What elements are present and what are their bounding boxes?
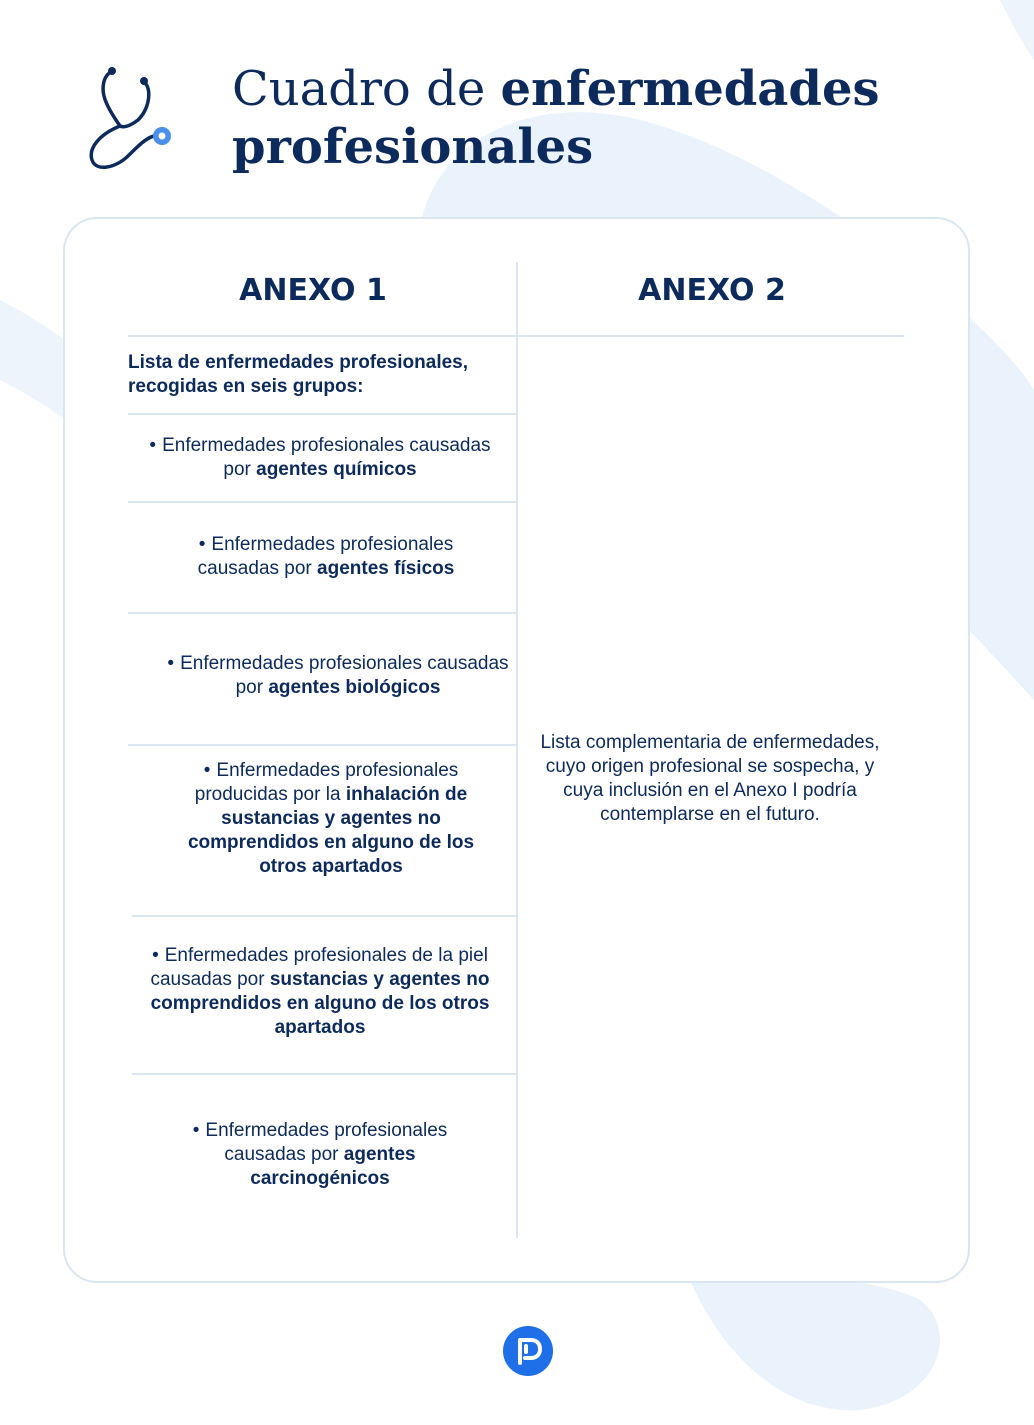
item-bold: agentes químicos (256, 459, 417, 480)
item-bold: inhalación de sustancias y agentes no comprendidos en alguno de los otros apartados (187, 784, 475, 877)
bullet-icon: • (192, 1120, 200, 1141)
row-divider (132, 1073, 516, 1075)
column-header-anexo1: ANEXO 1 (239, 273, 387, 308)
row-divider (128, 413, 516, 415)
item-text: Enfermedades profesionales causadas por (197, 534, 454, 579)
brand-logo-p (503, 1326, 553, 1376)
row-divider (132, 915, 516, 917)
page-title (232, 60, 992, 176)
item-bold: agentes biológicos (268, 677, 441, 698)
bullet-icon: • (149, 435, 157, 456)
list-item-quimicos (148, 434, 492, 482)
row-divider (128, 501, 516, 503)
list-item-carcinogenicos (170, 1119, 470, 1191)
item-bold: agentes carcinogénicos (250, 1144, 416, 1189)
item-text: Enfermedades profesionales causadas por (205, 1120, 448, 1165)
header-divider (128, 335, 904, 337)
title-regular: Cuadro de (232, 61, 486, 117)
list-item-inhalacion (172, 759, 490, 879)
item-text: Enfermedades profesionales de la piel causadas por (150, 945, 488, 990)
row-divider (128, 612, 516, 614)
bullet-icon: • (152, 945, 159, 966)
item-text: Enfermedades profesionales causadas por (180, 653, 509, 698)
bullet-icon: • (167, 653, 175, 674)
item-text: Enfermedades profesionales producidas por la (194, 760, 459, 805)
bullet-icon: • (203, 760, 211, 781)
anexo2-description: Lista complementaria de enfermedades, cuyo origen profesional se sospecha, y cuya inclusión en el Anexo I podría contemplarse en el futuro. (540, 732, 880, 825)
row-divider (128, 744, 516, 746)
brand-logo-glyph (503, 1326, 553, 1376)
stethoscope-icon (80, 64, 180, 174)
column-divider (516, 262, 518, 1238)
list-item-fisicos (176, 533, 476, 581)
title-bold-line2: profesionales (232, 119, 594, 175)
list-item-piel (146, 944, 494, 1040)
title-bold-line1: enfermedades (500, 61, 880, 117)
item-bold: sustancias y agentes no comprendidos en alguno de los otros apartados (150, 969, 490, 1038)
item-text: Enfermedades profesionales causadas por (162, 435, 491, 480)
anexo1-intro: Lista de enfermedades profesionales, recogidas en seis grupos: (128, 352, 469, 397)
item-bold: agentes físicos (317, 558, 455, 579)
bullet-icon: • (198, 534, 206, 555)
column-header-anexo2: ANEXO 2 (638, 273, 786, 308)
list-item-biologicos (166, 652, 510, 700)
